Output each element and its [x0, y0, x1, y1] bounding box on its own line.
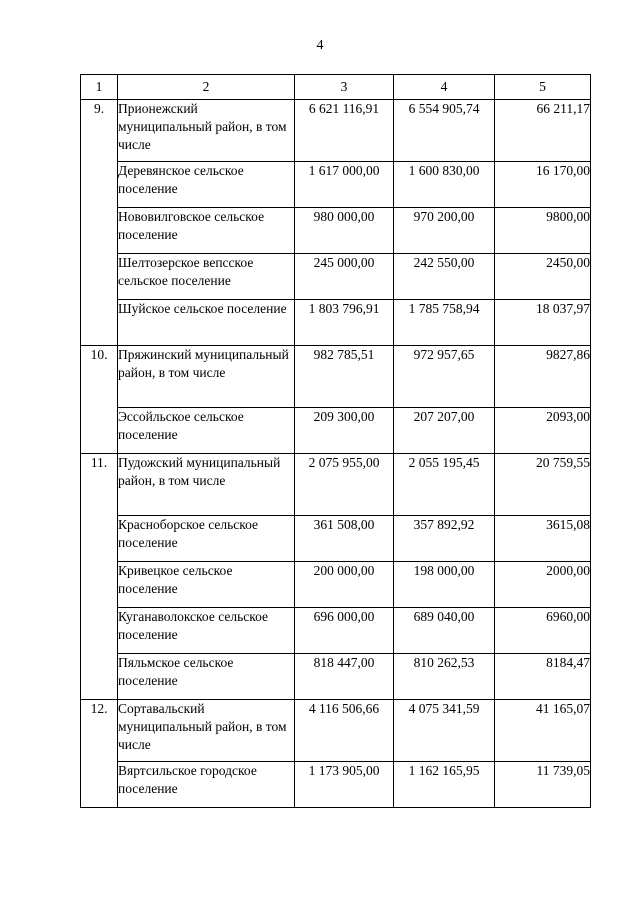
- row-number: [81, 208, 118, 254]
- row-number: 9.: [81, 100, 118, 162]
- header-cell-3: 3: [295, 75, 394, 100]
- row-number: [81, 762, 118, 808]
- table-body: [81, 100, 591, 808]
- row-number: [81, 254, 118, 300]
- cell-col-4: 1 600 830,00: [394, 162, 495, 208]
- cell-col-5: 3615,08: [495, 516, 591, 562]
- cell-col-4: 1 785 758,94: [394, 300, 495, 346]
- row-number: 11.: [81, 454, 118, 516]
- header-row: [81, 75, 591, 100]
- row-name: Куганаволокское сельское поселение: [118, 608, 295, 654]
- row-name: Пяльмское сельское поселение: [118, 654, 295, 700]
- cell-col-3: 982 785,51: [295, 346, 394, 408]
- cell-col-4: 970 200,00: [394, 208, 495, 254]
- header-cell-5: 5: [495, 75, 591, 100]
- cell-col-4: 207 207,00: [394, 408, 495, 454]
- table-row-district: [81, 454, 591, 516]
- row-number: 12.: [81, 700, 118, 762]
- row-name: Пряжинский муниципальный район, в том числе: [118, 346, 295, 408]
- cell-col-4: 357 892,92: [394, 516, 495, 562]
- table-row-settlement: [81, 516, 591, 562]
- cell-col-3: 2 075 955,00: [295, 454, 394, 516]
- table-row-settlement: [81, 408, 591, 454]
- row-name: Деревянское сельское поселение: [118, 162, 295, 208]
- cell-col-3: 209 300,00: [295, 408, 394, 454]
- cell-col-5: 20 759,55: [495, 454, 591, 516]
- header-cell-4: 4: [394, 75, 495, 100]
- table-row-settlement: [81, 608, 591, 654]
- cell-col-3: 696 000,00: [295, 608, 394, 654]
- row-number: 10.: [81, 346, 118, 408]
- page-number: 4: [316, 38, 324, 53]
- cell-col-5: 66 211,17: [495, 100, 591, 162]
- row-name: Нововилговское сельское поселение: [118, 208, 295, 254]
- cell-col-5: 9800,00: [495, 208, 591, 254]
- table-row-settlement: [81, 300, 591, 346]
- row-name: Кривецкое сельское поселение: [118, 562, 295, 608]
- cell-col-5: 2000,00: [495, 562, 591, 608]
- cell-col-3: 1 803 796,91: [295, 300, 394, 346]
- cell-col-5: 11 739,05: [495, 762, 591, 808]
- row-name: Сортавальский муниципальный район, в том числе: [118, 700, 295, 762]
- cell-col-5: 6960,00: [495, 608, 591, 654]
- cell-col-4: 4 075 341,59: [394, 700, 495, 762]
- row-name: Эссойльское сельское поселение: [118, 408, 295, 454]
- cell-col-3: 245 000,00: [295, 254, 394, 300]
- budget-table: [80, 74, 591, 808]
- table-row-district: [81, 346, 591, 408]
- cell-col-5: 18 037,97: [495, 300, 591, 346]
- header-cell-1: 1: [81, 75, 118, 100]
- cell-col-5: 8184,47: [495, 654, 591, 700]
- cell-col-4: 242 550,00: [394, 254, 495, 300]
- table-row-settlement: [81, 254, 591, 300]
- cell-col-3: 980 000,00: [295, 208, 394, 254]
- cell-col-3: 4 116 506,66: [295, 700, 394, 762]
- row-name: Вяртсильское городское поселение: [118, 762, 295, 808]
- row-number: [81, 516, 118, 562]
- cell-col-3: 6 621 116,91: [295, 100, 394, 162]
- cell-col-3: 1 173 905,00: [295, 762, 394, 808]
- cell-col-5: 9827,86: [495, 346, 591, 408]
- table-row-district: [81, 700, 591, 762]
- table-row-settlement: [81, 654, 591, 700]
- row-name: Прионежский муниципальный район, в том числе: [118, 100, 295, 162]
- table-row-district: [81, 100, 591, 162]
- row-number: [81, 408, 118, 454]
- row-name: Шелтозерское вепсское сельское поселение: [118, 254, 295, 300]
- cell-col-3: 818 447,00: [295, 654, 394, 700]
- row-name: Шуйское сельское поселение: [118, 300, 295, 346]
- row-number: [81, 608, 118, 654]
- table-row-settlement: [81, 162, 591, 208]
- cell-col-3: 1 617 000,00: [295, 162, 394, 208]
- cell-col-4: 972 957,65: [394, 346, 495, 408]
- cell-col-5: 41 165,07: [495, 700, 591, 762]
- cell-col-4: 2 055 195,45: [394, 454, 495, 516]
- header-cell-2: 2: [118, 75, 295, 100]
- cell-col-5: 16 170,00: [495, 162, 591, 208]
- table-row-settlement: [81, 562, 591, 608]
- table-row-settlement: [81, 208, 591, 254]
- cell-col-4: 810 262,53: [394, 654, 495, 700]
- cell-col-5: 2450,00: [495, 254, 591, 300]
- row-name: Красноборское сельское поселение: [118, 516, 295, 562]
- row-number: [81, 562, 118, 608]
- table-row-settlement: [81, 762, 591, 808]
- cell-col-4: 689 040,00: [394, 608, 495, 654]
- cell-col-4: 1 162 165,95: [394, 762, 495, 808]
- row-number: [81, 654, 118, 700]
- cell-col-3: 361 508,00: [295, 516, 394, 562]
- cell-col-4: 6 554 905,74: [394, 100, 495, 162]
- cell-col-3: 200 000,00: [295, 562, 394, 608]
- row-number: [81, 300, 118, 346]
- cell-col-5: 2093,00: [495, 408, 591, 454]
- row-number: [81, 162, 118, 208]
- cell-col-4: 198 000,00: [394, 562, 495, 608]
- row-name: Пудожский муниципальный район, в том числе: [118, 454, 295, 516]
